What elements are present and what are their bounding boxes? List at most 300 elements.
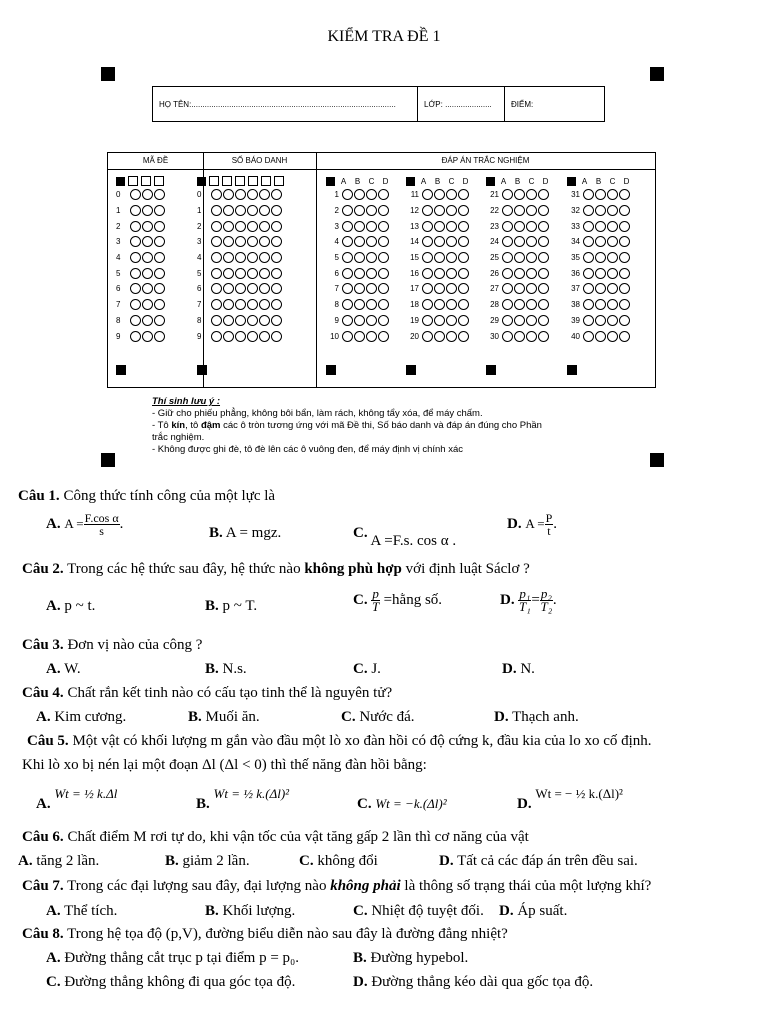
bubble[interactable] — [247, 315, 258, 326]
answer-row: 16 — [406, 265, 471, 281]
bubble[interactable] — [434, 299, 445, 310]
bubble[interactable] — [526, 299, 537, 310]
bubble[interactable] — [607, 221, 618, 232]
bubble[interactable] — [211, 236, 222, 247]
bubble[interactable] — [583, 252, 594, 263]
bubble[interactable] — [538, 189, 549, 200]
bubble[interactable] — [583, 299, 594, 310]
bubble[interactable] — [247, 299, 258, 310]
bubble[interactable] — [526, 283, 537, 294]
q5-option-b: B. Wt = ½ k.(Δl)² — [196, 786, 290, 812]
bubble[interactable] — [130, 252, 141, 263]
bubble[interactable] — [526, 331, 537, 342]
bubble[interactable] — [211, 205, 222, 216]
bubble[interactable] — [619, 268, 630, 279]
bubble[interactable] — [583, 236, 594, 247]
sbd-row: 0 — [197, 187, 284, 203]
bubble[interactable] — [130, 283, 141, 294]
bubble[interactable] — [458, 283, 469, 294]
bubble[interactable] — [538, 283, 549, 294]
bubble[interactable] — [378, 315, 389, 326]
bubble[interactable] — [130, 236, 141, 247]
question-2: Câu 2. Trong các hệ thức sau đây, hệ thức nào không phù hợp với định luật Sáclơ ? — [22, 561, 530, 577]
answer-row: 5 — [326, 250, 391, 266]
bubble[interactable] — [514, 331, 525, 342]
answer-row: 11 — [406, 187, 471, 203]
bubble[interactable] — [583, 268, 594, 279]
bubble[interactable] — [366, 315, 377, 326]
bubble[interactable] — [619, 331, 630, 342]
bubble[interactable] — [526, 205, 537, 216]
bubble[interactable] — [446, 221, 457, 232]
bubble[interactable] — [247, 283, 258, 294]
bubble[interactable] — [223, 205, 234, 216]
bubble[interactable] — [154, 331, 165, 342]
bubble[interactable] — [583, 189, 594, 200]
bubble[interactable] — [607, 315, 618, 326]
bubble[interactable] — [130, 315, 141, 326]
timing-mark — [406, 365, 416, 375]
bubble[interactable] — [235, 236, 246, 247]
bubble[interactable] — [607, 189, 618, 200]
bubble[interactable] — [235, 221, 246, 232]
bubble[interactable] — [514, 236, 525, 247]
bubble[interactable] — [354, 205, 365, 216]
bubble[interactable] — [259, 252, 270, 263]
bubble[interactable] — [502, 331, 513, 342]
bubble[interactable] — [607, 252, 618, 263]
bubble[interactable] — [502, 236, 513, 247]
bubble[interactable] — [259, 283, 270, 294]
bubble[interactable] — [607, 331, 618, 342]
bubble[interactable] — [366, 221, 377, 232]
bubble[interactable] — [458, 315, 469, 326]
bubble[interactable] — [211, 315, 222, 326]
bubble[interactable] — [538, 252, 549, 263]
bubble[interactable] — [130, 299, 141, 310]
q6-option-b: B. giảm 2 lần. — [165, 853, 250, 869]
bubble[interactable] — [595, 189, 606, 200]
sbd-row: 8 — [197, 313, 284, 329]
bubble[interactable] — [342, 205, 353, 216]
bubble[interactable] — [271, 236, 282, 247]
bubble[interactable] — [154, 315, 165, 326]
bubble[interactable] — [422, 315, 433, 326]
q1-option-d: D. A = $\frac{P}{t}$ . — [507, 511, 558, 538]
bubble[interactable] — [607, 268, 618, 279]
bubble[interactable] — [354, 221, 365, 232]
bubble[interactable] — [223, 252, 234, 263]
bubble[interactable] — [354, 268, 365, 279]
bubble[interactable] — [211, 331, 222, 342]
bubble[interactable] — [223, 331, 234, 342]
bubble[interactable] — [458, 252, 469, 263]
bubble[interactable] — [211, 268, 222, 279]
bubble[interactable] — [154, 236, 165, 247]
bubble[interactable] — [607, 205, 618, 216]
bubble[interactable] — [502, 205, 513, 216]
bubble[interactable] — [130, 331, 141, 342]
corner-marker — [101, 453, 115, 467]
bubble[interactable] — [271, 331, 282, 342]
bubble[interactable] — [342, 299, 353, 310]
bubble[interactable] — [502, 283, 513, 294]
bubble[interactable] — [607, 236, 618, 247]
bubble[interactable] — [458, 236, 469, 247]
bubble[interactable] — [514, 252, 525, 263]
bubble[interactable] — [595, 252, 606, 263]
bubble[interactable] — [446, 189, 457, 200]
bubble[interactable] — [366, 299, 377, 310]
bubble[interactable] — [211, 252, 222, 263]
bubble[interactable] — [422, 205, 433, 216]
bubble[interactable] — [434, 205, 445, 216]
bubble[interactable] — [223, 268, 234, 279]
bubble[interactable] — [422, 221, 433, 232]
bubble[interactable] — [458, 331, 469, 342]
bubble[interactable] — [354, 283, 365, 294]
bubble[interactable] — [247, 331, 258, 342]
bubble[interactable] — [458, 221, 469, 232]
bubble[interactable] — [514, 189, 525, 200]
bubble[interactable] — [538, 268, 549, 279]
bubble[interactable] — [583, 283, 594, 294]
timing-mark — [326, 365, 336, 375]
bubble[interactable] — [378, 283, 389, 294]
bubble[interactable] — [526, 221, 537, 232]
bubble[interactable] — [502, 221, 513, 232]
q2-option-c: C. $\frac{p}{T}$ =hằng số. — [353, 586, 443, 614]
bubble[interactable] — [526, 268, 537, 279]
answer-row: 3 — [326, 218, 391, 234]
notes-line: - Tô kín, tô đậm các ô tròn tương ứng với mã Đề thi, Số báo danh và đáp án đúng cho Phần — [152, 420, 542, 431]
bubble[interactable] — [211, 283, 222, 294]
answer-row: 24 — [486, 234, 551, 250]
answer-row: 36 — [567, 265, 632, 281]
sbd-row: 6 — [197, 281, 284, 297]
bubble[interactable] — [378, 236, 389, 247]
bubble[interactable] — [434, 331, 445, 342]
bubble[interactable] — [142, 236, 153, 247]
q6-option-c: C. không đổi — [299, 853, 378, 869]
bubble[interactable] — [514, 299, 525, 310]
bubble[interactable] — [434, 236, 445, 247]
bubble[interactable] — [502, 299, 513, 310]
sbd-header: SỐ BÁO DANH — [203, 153, 316, 170]
bubble[interactable] — [354, 236, 365, 247]
bubble[interactable] — [342, 236, 353, 247]
bubble[interactable] — [130, 268, 141, 279]
bubble[interactable] — [154, 221, 165, 232]
q7-option-c: C. Nhiệt độ tuyệt đối. — [353, 903, 484, 919]
bubble[interactable] — [595, 299, 606, 310]
bubble[interactable] — [595, 283, 606, 294]
bubble[interactable] — [259, 331, 270, 342]
bubble[interactable] — [142, 205, 153, 216]
answer-row: 34 — [567, 234, 632, 250]
bubble[interactable] — [366, 268, 377, 279]
bubble[interactable] — [434, 268, 445, 279]
bubble[interactable] — [434, 283, 445, 294]
bubble[interactable] — [583, 205, 594, 216]
bubble[interactable] — [354, 252, 365, 263]
notes-line: trắc nghiệm. — [152, 432, 205, 443]
bubble[interactable] — [583, 331, 594, 342]
bubble[interactable] — [211, 221, 222, 232]
bubble[interactable] — [342, 331, 353, 342]
bubble[interactable] — [271, 252, 282, 263]
q3-option-b: B. N.s. — [205, 661, 247, 677]
bubble[interactable] — [259, 315, 270, 326]
bubble[interactable] — [142, 283, 153, 294]
bubble[interactable] — [538, 315, 549, 326]
bubble[interactable] — [223, 299, 234, 310]
bubble[interactable] — [583, 221, 594, 232]
bubble[interactable] — [271, 221, 282, 232]
bubble[interactable] — [514, 315, 525, 326]
bubble[interactable] — [235, 268, 246, 279]
bubble[interactable] — [354, 189, 365, 200]
answer-row: 6 — [326, 265, 391, 281]
bubble[interactable] — [378, 205, 389, 216]
answer-row: 28 — [486, 297, 551, 313]
bubble[interactable] — [235, 283, 246, 294]
q6-option-a: A. tăng 2 lần. — [18, 853, 100, 869]
bubble[interactable] — [538, 299, 549, 310]
bubble[interactable] — [526, 252, 537, 263]
ma-de-row: 4 — [116, 250, 166, 266]
bubble[interactable] — [211, 189, 222, 200]
bubble[interactable] — [514, 283, 525, 294]
bubble[interactable] — [271, 315, 282, 326]
bubble[interactable] — [619, 299, 630, 310]
q5-option-d: D. Wt = − ½ k.(Δl)² — [517, 786, 623, 812]
bubble[interactable] — [595, 315, 606, 326]
bubble[interactable] — [259, 299, 270, 310]
bubble[interactable] — [366, 189, 377, 200]
bubble[interactable] — [223, 189, 234, 200]
bubble[interactable] — [446, 236, 457, 247]
bubble[interactable] — [271, 283, 282, 294]
bubble[interactable] — [130, 205, 141, 216]
bubble[interactable] — [223, 283, 234, 294]
bubble[interactable] — [378, 189, 389, 200]
bubble[interactable] — [595, 236, 606, 247]
bubble[interactable] — [619, 252, 630, 263]
bubble[interactable] — [434, 315, 445, 326]
bubble[interactable] — [271, 205, 282, 216]
bubble[interactable] — [211, 299, 222, 310]
bubble[interactable] — [378, 221, 389, 232]
bubble[interactable] — [342, 252, 353, 263]
bubble[interactable] — [235, 299, 246, 310]
bubble[interactable] — [434, 221, 445, 232]
bubble[interactable] — [247, 205, 258, 216]
bubble[interactable] — [342, 315, 353, 326]
bubble[interactable] — [235, 331, 246, 342]
bubble[interactable] — [422, 252, 433, 263]
bubble[interactable] — [514, 268, 525, 279]
ma-de-row: 2 — [116, 218, 166, 234]
bubble[interactable] — [434, 189, 445, 200]
bubble[interactable] — [446, 283, 457, 294]
bubble[interactable] — [366, 252, 377, 263]
candidate-notes — [152, 396, 612, 456]
bubble[interactable] — [235, 189, 246, 200]
bubble[interactable] — [130, 221, 141, 232]
bubble[interactable] — [342, 221, 353, 232]
bubble[interactable] — [595, 331, 606, 342]
bubble[interactable] — [619, 236, 630, 247]
bubble[interactable] — [446, 268, 457, 279]
bubble[interactable] — [342, 283, 353, 294]
bubble[interactable] — [526, 189, 537, 200]
bubble[interactable] — [342, 268, 353, 279]
bubble[interactable] — [247, 189, 258, 200]
q1-option-b: B. A = mgz. — [209, 525, 282, 541]
bubble[interactable] — [422, 268, 433, 279]
bubble[interactable] — [142, 189, 153, 200]
bubble[interactable] — [154, 268, 165, 279]
bubble[interactable] — [619, 189, 630, 200]
bubble[interactable] — [502, 315, 513, 326]
bubble[interactable] — [154, 189, 165, 200]
bubble[interactable] — [142, 268, 153, 279]
bubble[interactable] — [142, 299, 153, 310]
name-field[interactable]: HỌ TÊN:............................................................................................ — [153, 87, 418, 121]
bubble[interactable] — [458, 268, 469, 279]
bubble[interactable] — [538, 221, 549, 232]
bubble[interactable] — [342, 189, 353, 200]
bubble[interactable] — [378, 331, 389, 342]
bubble[interactable] — [354, 331, 365, 342]
bubble[interactable] — [595, 205, 606, 216]
bubble[interactable] — [271, 268, 282, 279]
bubble[interactable] — [366, 205, 377, 216]
bubble[interactable] — [378, 268, 389, 279]
bubble[interactable] — [607, 283, 618, 294]
answer-row: 20 — [406, 328, 471, 344]
bubble[interactable] — [235, 205, 246, 216]
bubble[interactable] — [271, 189, 282, 200]
question-4: Câu 4. Chất rắn kết tinh nào có cấu tạo tinh thể là nguyên tử? — [22, 685, 393, 701]
bubble[interactable] — [259, 268, 270, 279]
bubble[interactable] — [458, 205, 469, 216]
answer-row: 12 — [406, 203, 471, 219]
bubble[interactable] — [154, 252, 165, 263]
bubble[interactable] — [259, 189, 270, 200]
bubble[interactable] — [235, 315, 246, 326]
bubble[interactable] — [378, 252, 389, 263]
bubble[interactable] — [595, 268, 606, 279]
bubble[interactable] — [446, 315, 457, 326]
bubble[interactable] — [595, 221, 606, 232]
q5-option-a: A. Wt = ½ k.Δl — [36, 786, 118, 812]
bubble[interactable] — [366, 331, 377, 342]
bubble[interactable] — [247, 221, 258, 232]
bubble[interactable] — [247, 268, 258, 279]
bubble[interactable] — [223, 315, 234, 326]
bubble[interactable] — [607, 299, 618, 310]
bubble[interactable] — [619, 283, 630, 294]
bubble[interactable] — [142, 331, 153, 342]
bubble[interactable] — [259, 221, 270, 232]
bubble[interactable] — [154, 283, 165, 294]
bubble[interactable] — [514, 205, 525, 216]
bubble[interactable] — [142, 221, 153, 232]
bubble[interactable] — [235, 252, 246, 263]
bubble[interactable] — [446, 252, 457, 263]
bubble[interactable] — [247, 236, 258, 247]
bubble[interactable] — [583, 315, 594, 326]
bubble[interactable] — [366, 236, 377, 247]
sbd-row: 5 — [197, 265, 284, 281]
bubble[interactable] — [154, 205, 165, 216]
bubble[interactable] — [619, 205, 630, 216]
score-field: ĐIỂM: — [511, 100, 534, 109]
bubble[interactable] — [538, 236, 549, 247]
bubble[interactable] — [446, 205, 457, 216]
bubble[interactable] — [247, 252, 258, 263]
sbd-row: 4 — [197, 250, 284, 266]
bubble[interactable] — [259, 205, 270, 216]
bubble[interactable] — [538, 205, 549, 216]
bubble[interactable] — [130, 189, 141, 200]
bubble[interactable] — [446, 299, 457, 310]
class-field[interactable]: LỚP: ..................... — [418, 87, 505, 121]
bubble[interactable] — [422, 331, 433, 342]
bubble[interactable] — [502, 189, 513, 200]
bubble[interactable] — [259, 236, 270, 247]
bubble[interactable] — [526, 236, 537, 247]
answer-row: 32 — [567, 203, 632, 219]
bubble[interactable] — [142, 252, 153, 263]
bubble[interactable] — [446, 331, 457, 342]
bubble[interactable] — [502, 268, 513, 279]
bubble[interactable] — [458, 189, 469, 200]
bubble[interactable] — [354, 299, 365, 310]
bubble[interactable] — [434, 252, 445, 263]
answer-row: 25 — [486, 250, 551, 266]
page-title: KIỂM TRA ĐỀ 1 — [327, 28, 441, 45]
bubble[interactable] — [422, 189, 433, 200]
bubble[interactable] — [619, 315, 630, 326]
bubble[interactable] — [538, 331, 549, 342]
corner-marker — [650, 67, 664, 81]
bubble[interactable] — [514, 221, 525, 232]
bubble[interactable] — [354, 315, 365, 326]
bubble[interactable] — [422, 299, 433, 310]
bubble[interactable] — [422, 236, 433, 247]
bubble[interactable] — [154, 299, 165, 310]
bubble[interactable] — [526, 315, 537, 326]
bubble[interactable] — [619, 221, 630, 232]
bubble[interactable] — [142, 315, 153, 326]
bubble[interactable] — [458, 299, 469, 310]
ma-de-row: 7 — [116, 297, 166, 313]
bubble[interactable] — [223, 236, 234, 247]
bubble[interactable] — [223, 221, 234, 232]
sbd-row: 9 — [197, 328, 284, 344]
answer-row: 13 — [406, 218, 471, 234]
bubble[interactable] — [366, 283, 377, 294]
bubble[interactable] — [502, 252, 513, 263]
bubble[interactable] — [271, 299, 282, 310]
q4-option-c: C. Nước đá. — [341, 709, 415, 725]
bubble[interactable] — [422, 283, 433, 294]
answer-row: 40 — [567, 328, 632, 344]
bubble[interactable] — [378, 299, 389, 310]
